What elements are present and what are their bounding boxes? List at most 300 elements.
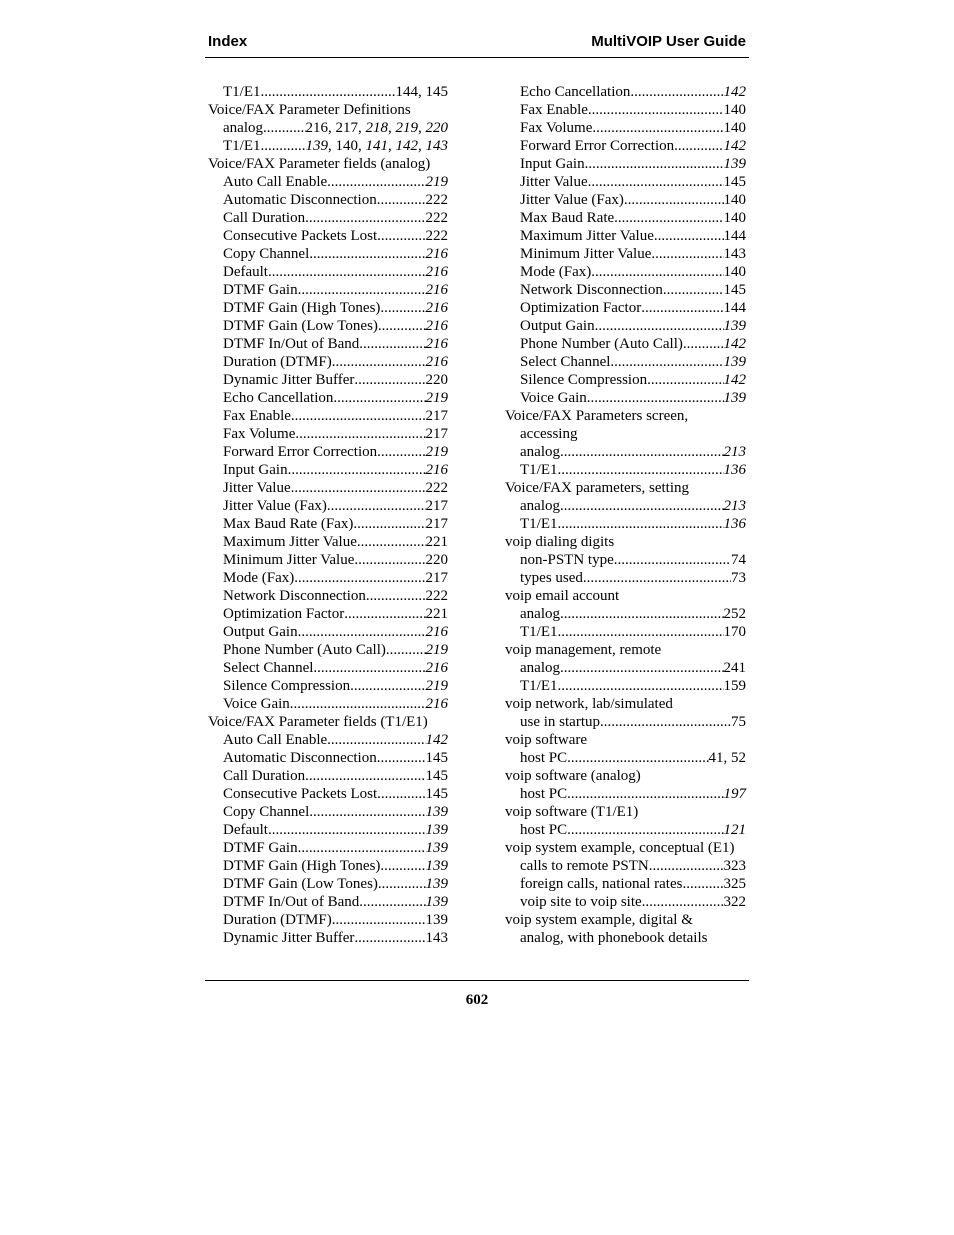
index-entry (505, 803, 746, 821)
index-subentry-term: Voice Gain (520, 390, 587, 406)
page-reference: 139 (425, 876, 448, 892)
index-subentry (505, 371, 746, 389)
page-reference: 219 (425, 390, 448, 406)
index-subentry (505, 263, 746, 281)
page-references (724, 605, 747, 623)
page-reference: 144 (723, 300, 746, 316)
index-subentry (505, 443, 746, 461)
index-subentry (208, 299, 448, 317)
index-subentry-term: non-PSTN type (520, 552, 614, 568)
page-reference: 216 (425, 282, 448, 298)
index-subentry-term: Select Channel (520, 354, 611, 370)
dot-leader (585, 155, 724, 173)
index-subentry (505, 713, 746, 731)
index-subentry-term: DTMF Gain (Low Tones) (223, 318, 378, 334)
page-reference: , (388, 120, 396, 136)
index-subentry (505, 353, 746, 371)
index-subentry-term: Maximum Jitter Value (520, 228, 654, 244)
page-reference: 142 (425, 732, 448, 748)
page-references (426, 407, 449, 425)
dot-leader (587, 389, 724, 407)
page-reference: 41, 52 (708, 750, 746, 766)
dot-leader (560, 497, 724, 515)
dot-leader (268, 263, 426, 281)
page-reference: 217 (425, 516, 448, 532)
dot-leader (641, 299, 723, 317)
index-subentry-term: Network Disconnection (223, 588, 366, 604)
page-reference: 74 (731, 552, 746, 568)
page-references (724, 335, 747, 353)
page-references (426, 929, 449, 947)
index-subentry (208, 623, 448, 641)
page-references (724, 281, 747, 299)
index-entry-text: Voice/FAX Parameter Definitions (208, 102, 411, 118)
page-reference: 143 (425, 930, 448, 946)
index-subentry (505, 281, 746, 299)
page-references (426, 911, 449, 929)
dot-leader (305, 767, 425, 785)
dot-leader (377, 749, 426, 767)
index-subentry (505, 317, 746, 335)
page-reference: 170 (723, 624, 746, 640)
index-subentry-term: analog (520, 606, 560, 622)
index-subentry (505, 389, 746, 407)
index-entry (208, 713, 448, 731)
page-reference: 216 (425, 624, 448, 640)
dot-leader (651, 245, 723, 263)
index-subentry (505, 83, 746, 101)
page-reference: 216 (425, 462, 448, 478)
page-reference: 322 (723, 894, 746, 910)
page-references (426, 605, 449, 623)
index-subentry (208, 245, 448, 263)
index-subentry (208, 605, 448, 623)
page-reference: 219 (425, 678, 448, 694)
page-reference: 140 (723, 210, 746, 226)
index-subentry (505, 335, 746, 353)
dot-leader (354, 371, 425, 389)
page-reference: 145 (723, 174, 746, 190)
index-subentry (208, 371, 448, 389)
dot-leader (359, 335, 425, 353)
page-reference: 145 (425, 768, 448, 784)
page-references (426, 857, 449, 875)
dot-leader (298, 623, 426, 641)
page-references (426, 173, 449, 191)
index-entry (208, 101, 448, 119)
index-entry (505, 911, 746, 929)
index-entry-text: voip system example, digital & (505, 912, 693, 928)
index-subentry-term: Automatic Disconnection (223, 192, 377, 208)
page-reference: 139 (723, 318, 746, 334)
index-subentry-term: Phone Number (Auto Call) (223, 642, 386, 658)
index-subentry-term: DTMF In/Out of Band (223, 336, 360, 352)
page-reference: 216 (425, 660, 448, 676)
dot-leader (649, 857, 724, 875)
index-subentry (208, 335, 448, 353)
page-reference: 145 (425, 750, 448, 766)
dot-leader (378, 875, 426, 893)
page-reference: 222 (425, 228, 448, 244)
dot-leader (377, 227, 425, 245)
page-references (724, 461, 747, 479)
page-references (724, 155, 747, 173)
dot-leader (290, 695, 426, 713)
page-references (724, 83, 747, 101)
index-subentry (505, 299, 746, 317)
index-subentry (208, 767, 448, 785)
index-subentry-term: Select Channel (223, 660, 314, 676)
index-subentry (505, 191, 746, 209)
index-subentry (505, 875, 746, 893)
index-entry (208, 155, 448, 173)
page-reference: 159 (723, 678, 746, 694)
dot-leader (261, 83, 396, 101)
page-references (724, 821, 747, 839)
page-references (426, 731, 449, 749)
page-reference: 323 (723, 858, 746, 874)
index-subentry (208, 785, 448, 803)
index-subentry (208, 389, 448, 407)
dot-leader (359, 893, 425, 911)
page-reference: 136 (723, 516, 746, 532)
page-header (206, 33, 748, 51)
page-reference: 139 (723, 390, 746, 406)
index-subentry-term: Fax Volume (223, 426, 296, 442)
page-reference: 216, 217, (305, 120, 366, 136)
dot-leader (354, 551, 425, 569)
dot-leader (560, 605, 724, 623)
index-subentry-term: Silence Compression (223, 678, 351, 694)
index-subentry-term: Consecutive Packets Lost (223, 786, 378, 802)
index-subentry (208, 857, 448, 875)
index-subentry (505, 155, 746, 173)
page-reference: 145 (425, 786, 448, 802)
index-subentry (208, 515, 448, 533)
page-reference: , (388, 138, 396, 154)
page-references (426, 281, 449, 299)
dot-leader (567, 785, 723, 803)
page-reference: 142 (723, 84, 746, 100)
index-subentry (208, 533, 448, 551)
index-subentry-term: Dynamic Jitter Buffer (223, 372, 355, 388)
page-reference: 73 (731, 570, 746, 586)
index-subentry-term: Jitter Value (Fax) (520, 192, 624, 208)
dot-leader (624, 191, 724, 209)
dot-leader (377, 191, 426, 209)
page-references (426, 515, 449, 533)
page-references (724, 785, 747, 803)
dot-leader (313, 659, 425, 677)
dot-leader (357, 533, 426, 551)
page-reference: 145 (723, 282, 746, 298)
index-entry-text: Voice/FAX Parameter fields (T1/E1) (208, 714, 428, 730)
page-references (426, 749, 449, 767)
page-reference: 143 (723, 246, 746, 262)
index-subentry-term: Fax Enable (223, 408, 291, 424)
page-references (724, 137, 747, 155)
page-reference: 139 (425, 894, 448, 910)
index-subentry-term: T1/E1 (520, 624, 558, 640)
dot-leader (600, 713, 731, 731)
page-reference: 220 (425, 120, 448, 136)
page-reference: 142 (723, 336, 746, 352)
index-subentry-term: analog (223, 120, 263, 136)
dot-leader (350, 677, 425, 695)
page-reference: 140 (723, 264, 746, 280)
index-subentry-term: T1/E1 (223, 138, 261, 154)
page-references (426, 587, 449, 605)
index-subentry-term: types used (520, 570, 583, 586)
index-subentry (505, 245, 746, 263)
index-subentry-term: Automatic Disconnection (223, 750, 377, 766)
page-reference: 139 (425, 840, 448, 856)
index-subentry-term: host PC (520, 786, 568, 802)
index-subentry-term: host PC (520, 750, 568, 766)
index-subentry-term: Call Duration (223, 210, 306, 226)
index-subentry (505, 551, 746, 569)
page-reference: 220 (425, 372, 448, 388)
page-reference: 222 (425, 588, 448, 604)
index-subentry-term: DTMF Gain (223, 282, 298, 298)
index-subentry (208, 551, 448, 569)
index-subentry-term: Duration (DTMF) (223, 354, 332, 370)
dot-leader (682, 875, 723, 893)
dot-leader (591, 263, 723, 281)
index-subentry-term: T1/E1 (520, 516, 558, 532)
dot-leader (377, 785, 425, 803)
page-references (724, 659, 747, 677)
index-subentry (208, 353, 448, 371)
page-reference: 252 (723, 606, 746, 622)
page-reference: 216 (425, 354, 448, 370)
dot-leader (567, 749, 708, 767)
page-reference: 213 (723, 444, 746, 460)
index-subentry-term: T1/E1 (520, 678, 558, 694)
page-references (724, 101, 747, 119)
page-references (426, 533, 449, 551)
index-subentry (208, 227, 448, 245)
dot-leader (353, 515, 425, 533)
page-reference: 142 (723, 138, 746, 154)
page-references (426, 893, 449, 911)
page-reference: 139 (425, 822, 448, 838)
page-references (426, 299, 449, 317)
page-references (724, 677, 747, 695)
dot-leader (261, 137, 306, 155)
index-subentry (208, 119, 448, 137)
page-reference: 216 (425, 264, 448, 280)
page-reference: 213 (723, 498, 746, 514)
page-references (426, 677, 449, 695)
page-reference: 218 (365, 120, 388, 136)
index-entry-text: Voice/FAX Parameters screen, (505, 408, 689, 424)
page-references (724, 893, 747, 911)
dot-leader (327, 731, 425, 749)
page-references (426, 479, 449, 497)
index-subentry-term: Auto Call Enable (223, 732, 328, 748)
page-reference: 216 (425, 696, 448, 712)
page-references (731, 713, 746, 731)
page-reference: 217 (425, 408, 448, 424)
index-subentry-term: Minimum Jitter Value (520, 246, 652, 262)
index-subentry (208, 209, 448, 227)
page-references (724, 875, 747, 893)
page-references (724, 371, 747, 389)
index-subentry-term: voip site to voip site (520, 894, 642, 910)
page-references (724, 245, 747, 263)
page-reference: 217 (425, 426, 448, 442)
index-subentry-term: Silence Compression (520, 372, 648, 388)
index-subentry-term: Echo Cancellation (520, 84, 631, 100)
index-entry-text: voip software (analog) (505, 768, 641, 784)
index-entry-text: Voice/FAX parameters, setting (505, 480, 689, 496)
page-reference: 219 (425, 444, 448, 460)
index-subentry (208, 173, 448, 191)
index-subentry (505, 227, 746, 245)
index-subentry (505, 623, 746, 641)
index-subentry-term: Max Baud Rate (520, 210, 615, 226)
dot-leader (354, 929, 425, 947)
index-entry (505, 641, 746, 659)
page-references (724, 497, 747, 515)
page-references (426, 551, 449, 569)
page-reference: 220 (425, 552, 448, 568)
page-references (426, 263, 449, 281)
index-entry-text: analog, with phonebook details (520, 930, 708, 946)
dot-leader (642, 893, 724, 911)
page-reference: 139 (305, 138, 328, 154)
page-reference: 216 (425, 336, 448, 352)
page-references (426, 623, 449, 641)
index-entry (505, 767, 746, 785)
dot-leader (332, 911, 426, 929)
index-entry-text: voip dialing digits (505, 534, 615, 550)
page-reference: 140 (723, 102, 746, 118)
dot-leader (291, 479, 426, 497)
index-entry (505, 533, 746, 551)
index-subentry (505, 605, 746, 623)
dot-leader (560, 443, 724, 461)
page-references (306, 137, 449, 155)
page-references (426, 191, 449, 209)
page-references (724, 173, 747, 191)
index-subentry-term: Optimization Factor (520, 300, 642, 316)
page-references (426, 875, 449, 893)
index-subentry-term: DTMF In/Out of Band (223, 894, 360, 910)
page-reference: 241 (723, 660, 746, 676)
page-reference: 222 (425, 480, 448, 496)
dot-leader (567, 821, 723, 839)
index-subentry (505, 677, 746, 695)
dot-leader (588, 101, 724, 119)
index-entry (505, 407, 746, 425)
page-reference: 140 (723, 192, 746, 208)
page-references (426, 497, 449, 515)
index-subentry (208, 461, 448, 479)
dot-leader (583, 569, 731, 587)
page-reference: 216 (425, 300, 448, 316)
index-subentry-term: DTMF Gain (High Tones) (223, 858, 381, 874)
page-references (724, 857, 747, 875)
index-subentry (505, 497, 746, 515)
index-subentry (505, 461, 746, 479)
page-reference: 219 (425, 174, 448, 190)
index-subentry (208, 641, 448, 659)
page-reference: 221 (425, 606, 448, 622)
page-references (724, 515, 747, 533)
index-subentry (208, 137, 448, 155)
page-reference: 139 (425, 912, 448, 928)
dot-leader (332, 353, 426, 371)
dot-leader (305, 209, 425, 227)
index-subentry-term: analog (520, 498, 560, 514)
index-subentry (208, 875, 448, 893)
index-subentry-term: analog (520, 660, 560, 676)
page-reference: 216 (425, 246, 448, 262)
page-references (426, 389, 449, 407)
header-section-title: Index (208, 33, 248, 50)
index-subentry (505, 119, 746, 137)
index-subentry-term: Mode (Fax) (223, 570, 295, 586)
index-subentry-term: Input Gain (520, 156, 585, 172)
index-entry-text: Voice/FAX Parameter fields (analog) (208, 156, 431, 172)
page-reference: 217 (425, 570, 448, 586)
index-subentry-term: Duration (DTMF) (223, 912, 332, 928)
dot-leader (344, 605, 425, 623)
dot-leader (295, 425, 425, 443)
page-references (724, 263, 747, 281)
index-subentry (505, 857, 746, 875)
dot-leader (327, 173, 425, 191)
index-subentry (505, 893, 746, 911)
dot-leader (558, 515, 724, 533)
dot-leader (614, 551, 731, 569)
dot-leader (288, 461, 426, 479)
index-subentry-term: Copy Channel (223, 804, 310, 820)
page-reference: 136 (723, 462, 746, 478)
dot-leader (291, 407, 426, 425)
page-references (731, 551, 746, 569)
dot-leader (309, 245, 425, 263)
index-subentry (208, 749, 448, 767)
index-subentry (208, 731, 448, 749)
dot-leader (610, 353, 723, 371)
index-subentry (208, 191, 448, 209)
page-references (426, 425, 449, 443)
dot-leader (558, 461, 724, 479)
page-references (426, 317, 449, 335)
page-reference: 219 (425, 642, 448, 658)
page-references (426, 803, 449, 821)
index-subentry (208, 695, 448, 713)
index-entry-continuation (505, 929, 746, 947)
dot-leader (378, 317, 426, 335)
index-entry-text: voip software (505, 732, 588, 748)
dot-leader (647, 371, 723, 389)
page-references (724, 623, 747, 641)
index-subentry-term: Max Baud Rate (Fax) (223, 516, 354, 532)
index-subentry (208, 425, 448, 443)
index-subentry (208, 839, 448, 857)
page-references (426, 209, 449, 227)
page-references (426, 335, 449, 353)
index-subentry (208, 83, 448, 101)
page-references (709, 749, 747, 767)
page-reference: 139 (723, 156, 746, 172)
page-reference: 197 (723, 786, 746, 802)
index-subentry (505, 101, 746, 119)
